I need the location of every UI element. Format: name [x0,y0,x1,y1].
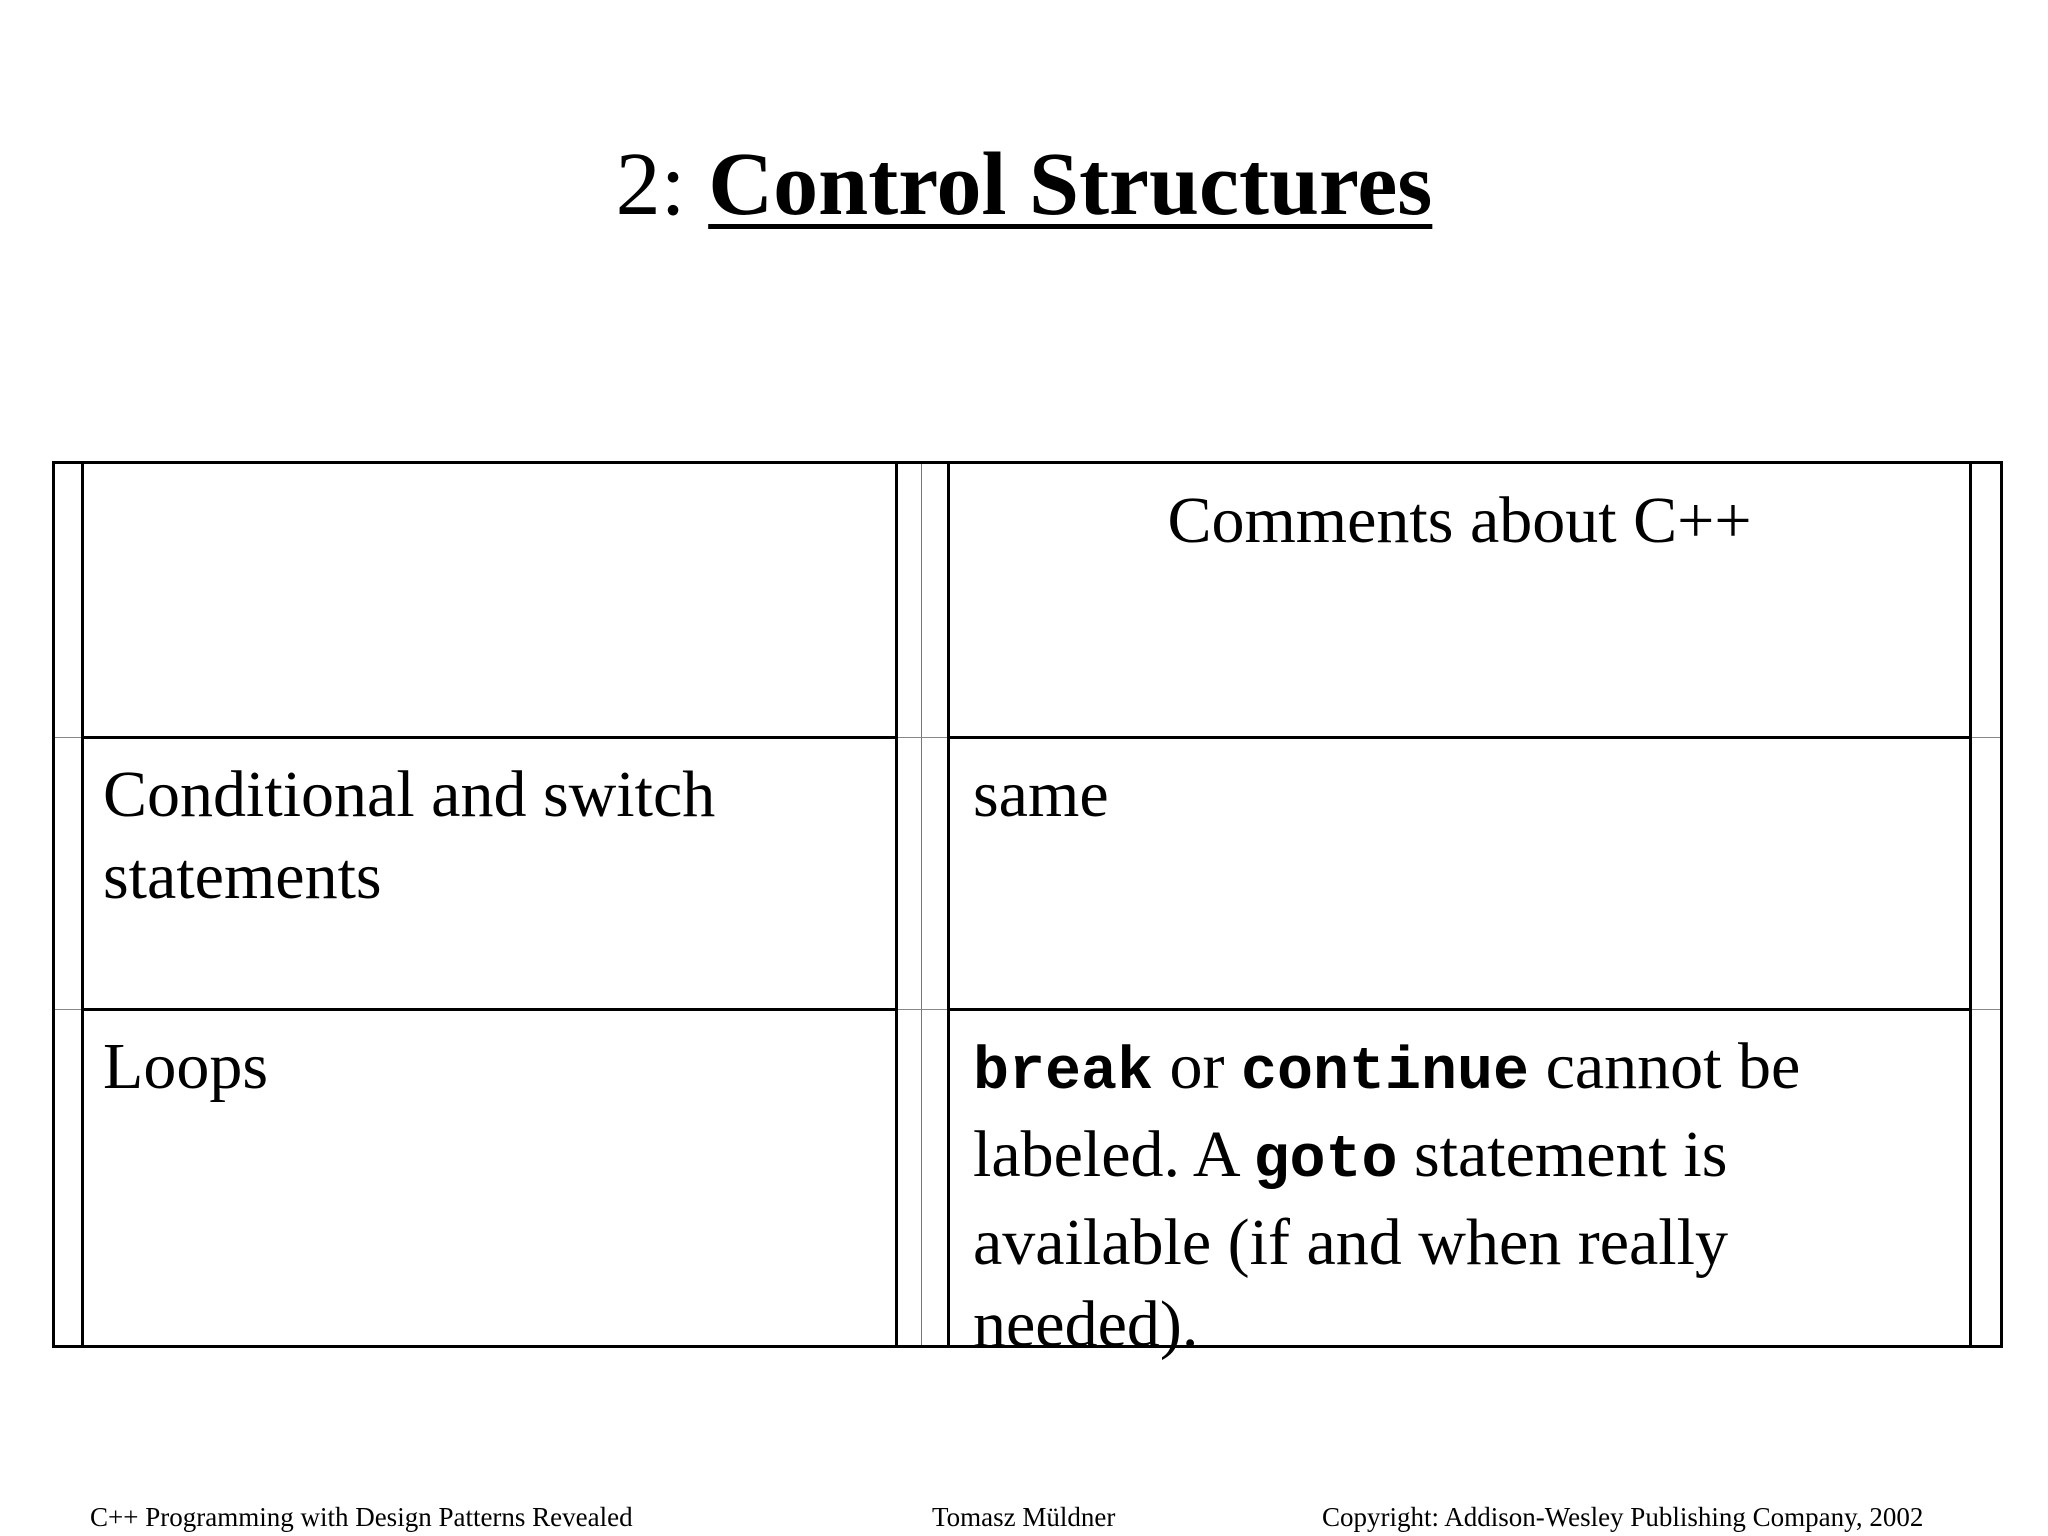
footer-author: Tomasz Müldner [932,1502,1116,1532]
table-cell-comment: same [973,758,1109,831]
table-header-comments: Comments about C++ [1167,484,1752,557]
comment-text: or [1153,1030,1242,1103]
table-line [1969,464,1972,1345]
keyword-break: break [973,1039,1154,1107]
table-row-divider [81,1008,898,1011]
comment-text: statement is available (if and when really needed). [973,1118,1728,1361]
title-main: Control Structures [708,135,1433,234]
table-row-divider [947,1008,1972,1011]
table-cell-topic: Loops [103,1030,268,1103]
table-line [895,464,898,1345]
table-cell-topic: Conditional and switch statements [103,758,716,913]
keyword-goto: goto [1253,1127,1398,1195]
slide-title [0,130,2048,240]
footer-book-title: C++ Programming with Design Patterns Revealed [90,1502,633,1532]
table-line [81,464,84,1345]
comparison-table [52,461,2003,1361]
title-prefix: 2: [615,135,709,234]
footer-copyright: Copyright: Addison-Wesley Publishing Company, 2002 [1322,1502,1924,1532]
table-row-divider [947,736,1972,739]
comment-text: cannot be labeled. A [973,1030,1801,1191]
keyword-continue: continue [1241,1039,1530,1107]
table-line [921,464,922,1345]
table-row-divider [81,736,898,739]
table-line [947,464,950,1345]
table-cell-comment [973,1026,1933,1366]
